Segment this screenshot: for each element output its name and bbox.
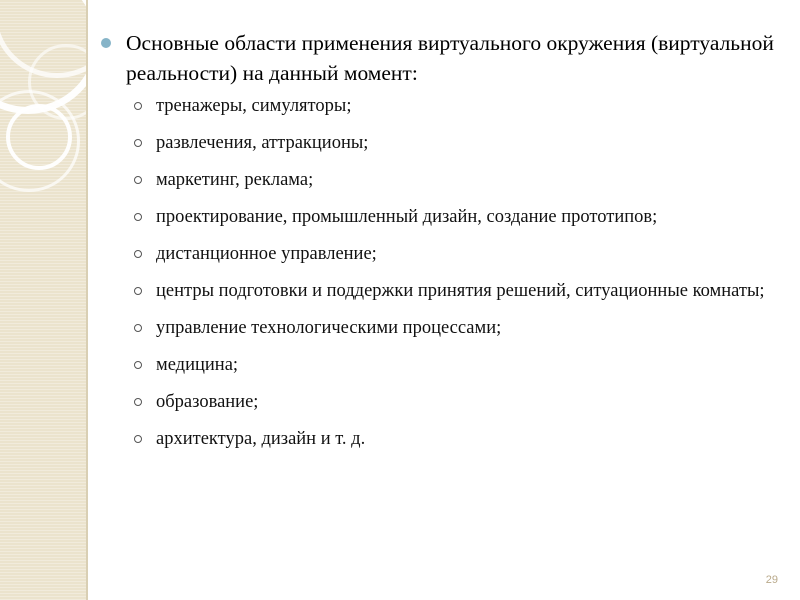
list-item-label: маркетинг, реклама; bbox=[156, 170, 314, 190]
bullet-circle-icon bbox=[134, 324, 142, 332]
list-item bbox=[126, 168, 788, 193]
slide-content bbox=[98, 28, 788, 464]
list-item bbox=[126, 131, 788, 156]
bullet-circle-icon bbox=[134, 102, 142, 110]
list-item bbox=[126, 205, 788, 230]
bullet-circle-icon bbox=[134, 250, 142, 258]
bullet-circle-icon bbox=[134, 398, 142, 406]
list-item-label: архитектура, дизайн и т. д. bbox=[156, 429, 366, 449]
bullet-circle-icon bbox=[134, 139, 142, 147]
bullet-circle-icon bbox=[134, 287, 142, 295]
page-number: 29 bbox=[765, 574, 778, 586]
list-item-label: тренажеры, симуляторы; bbox=[156, 96, 352, 116]
decorative-left-band bbox=[0, 0, 88, 600]
bullet-circle-icon bbox=[134, 435, 142, 443]
list-item bbox=[126, 390, 788, 415]
list-item-label: дистанционное управление; bbox=[156, 244, 377, 264]
list-item bbox=[126, 242, 788, 267]
list-item-label: образование; bbox=[156, 392, 259, 412]
list-item bbox=[126, 353, 788, 378]
bullet-list-level2 bbox=[126, 94, 788, 452]
bullet-circle-icon bbox=[134, 176, 142, 184]
slide-heading-item bbox=[98, 28, 788, 452]
bullet-circle-icon bbox=[134, 361, 142, 369]
list-item bbox=[126, 427, 788, 452]
band-edge-divider bbox=[86, 0, 88, 600]
slide-heading-text: Основные области применения виртуального окружения (виртуальной реальности) на данный момент: bbox=[126, 31, 774, 85]
list-item bbox=[126, 94, 788, 119]
list-item bbox=[126, 279, 788, 304]
list-item-label: проектирование, промышленный дизайн, создание прототипов; bbox=[156, 207, 658, 227]
list-item-label: развлечения, аттракционы; bbox=[156, 133, 369, 153]
list-item-label: медицина; bbox=[156, 355, 239, 375]
decorative-ring-icon bbox=[6, 104, 72, 170]
list-item-label: управление технологическими процессами; bbox=[156, 318, 502, 338]
bullet-disc-icon bbox=[101, 38, 111, 48]
list-item bbox=[126, 316, 788, 341]
bullet-circle-icon bbox=[134, 213, 142, 221]
list-item-label: центры подготовки и поддержки принятия решений, ситуационные комнаты; bbox=[156, 281, 765, 301]
bullet-list-level1 bbox=[98, 28, 788, 452]
